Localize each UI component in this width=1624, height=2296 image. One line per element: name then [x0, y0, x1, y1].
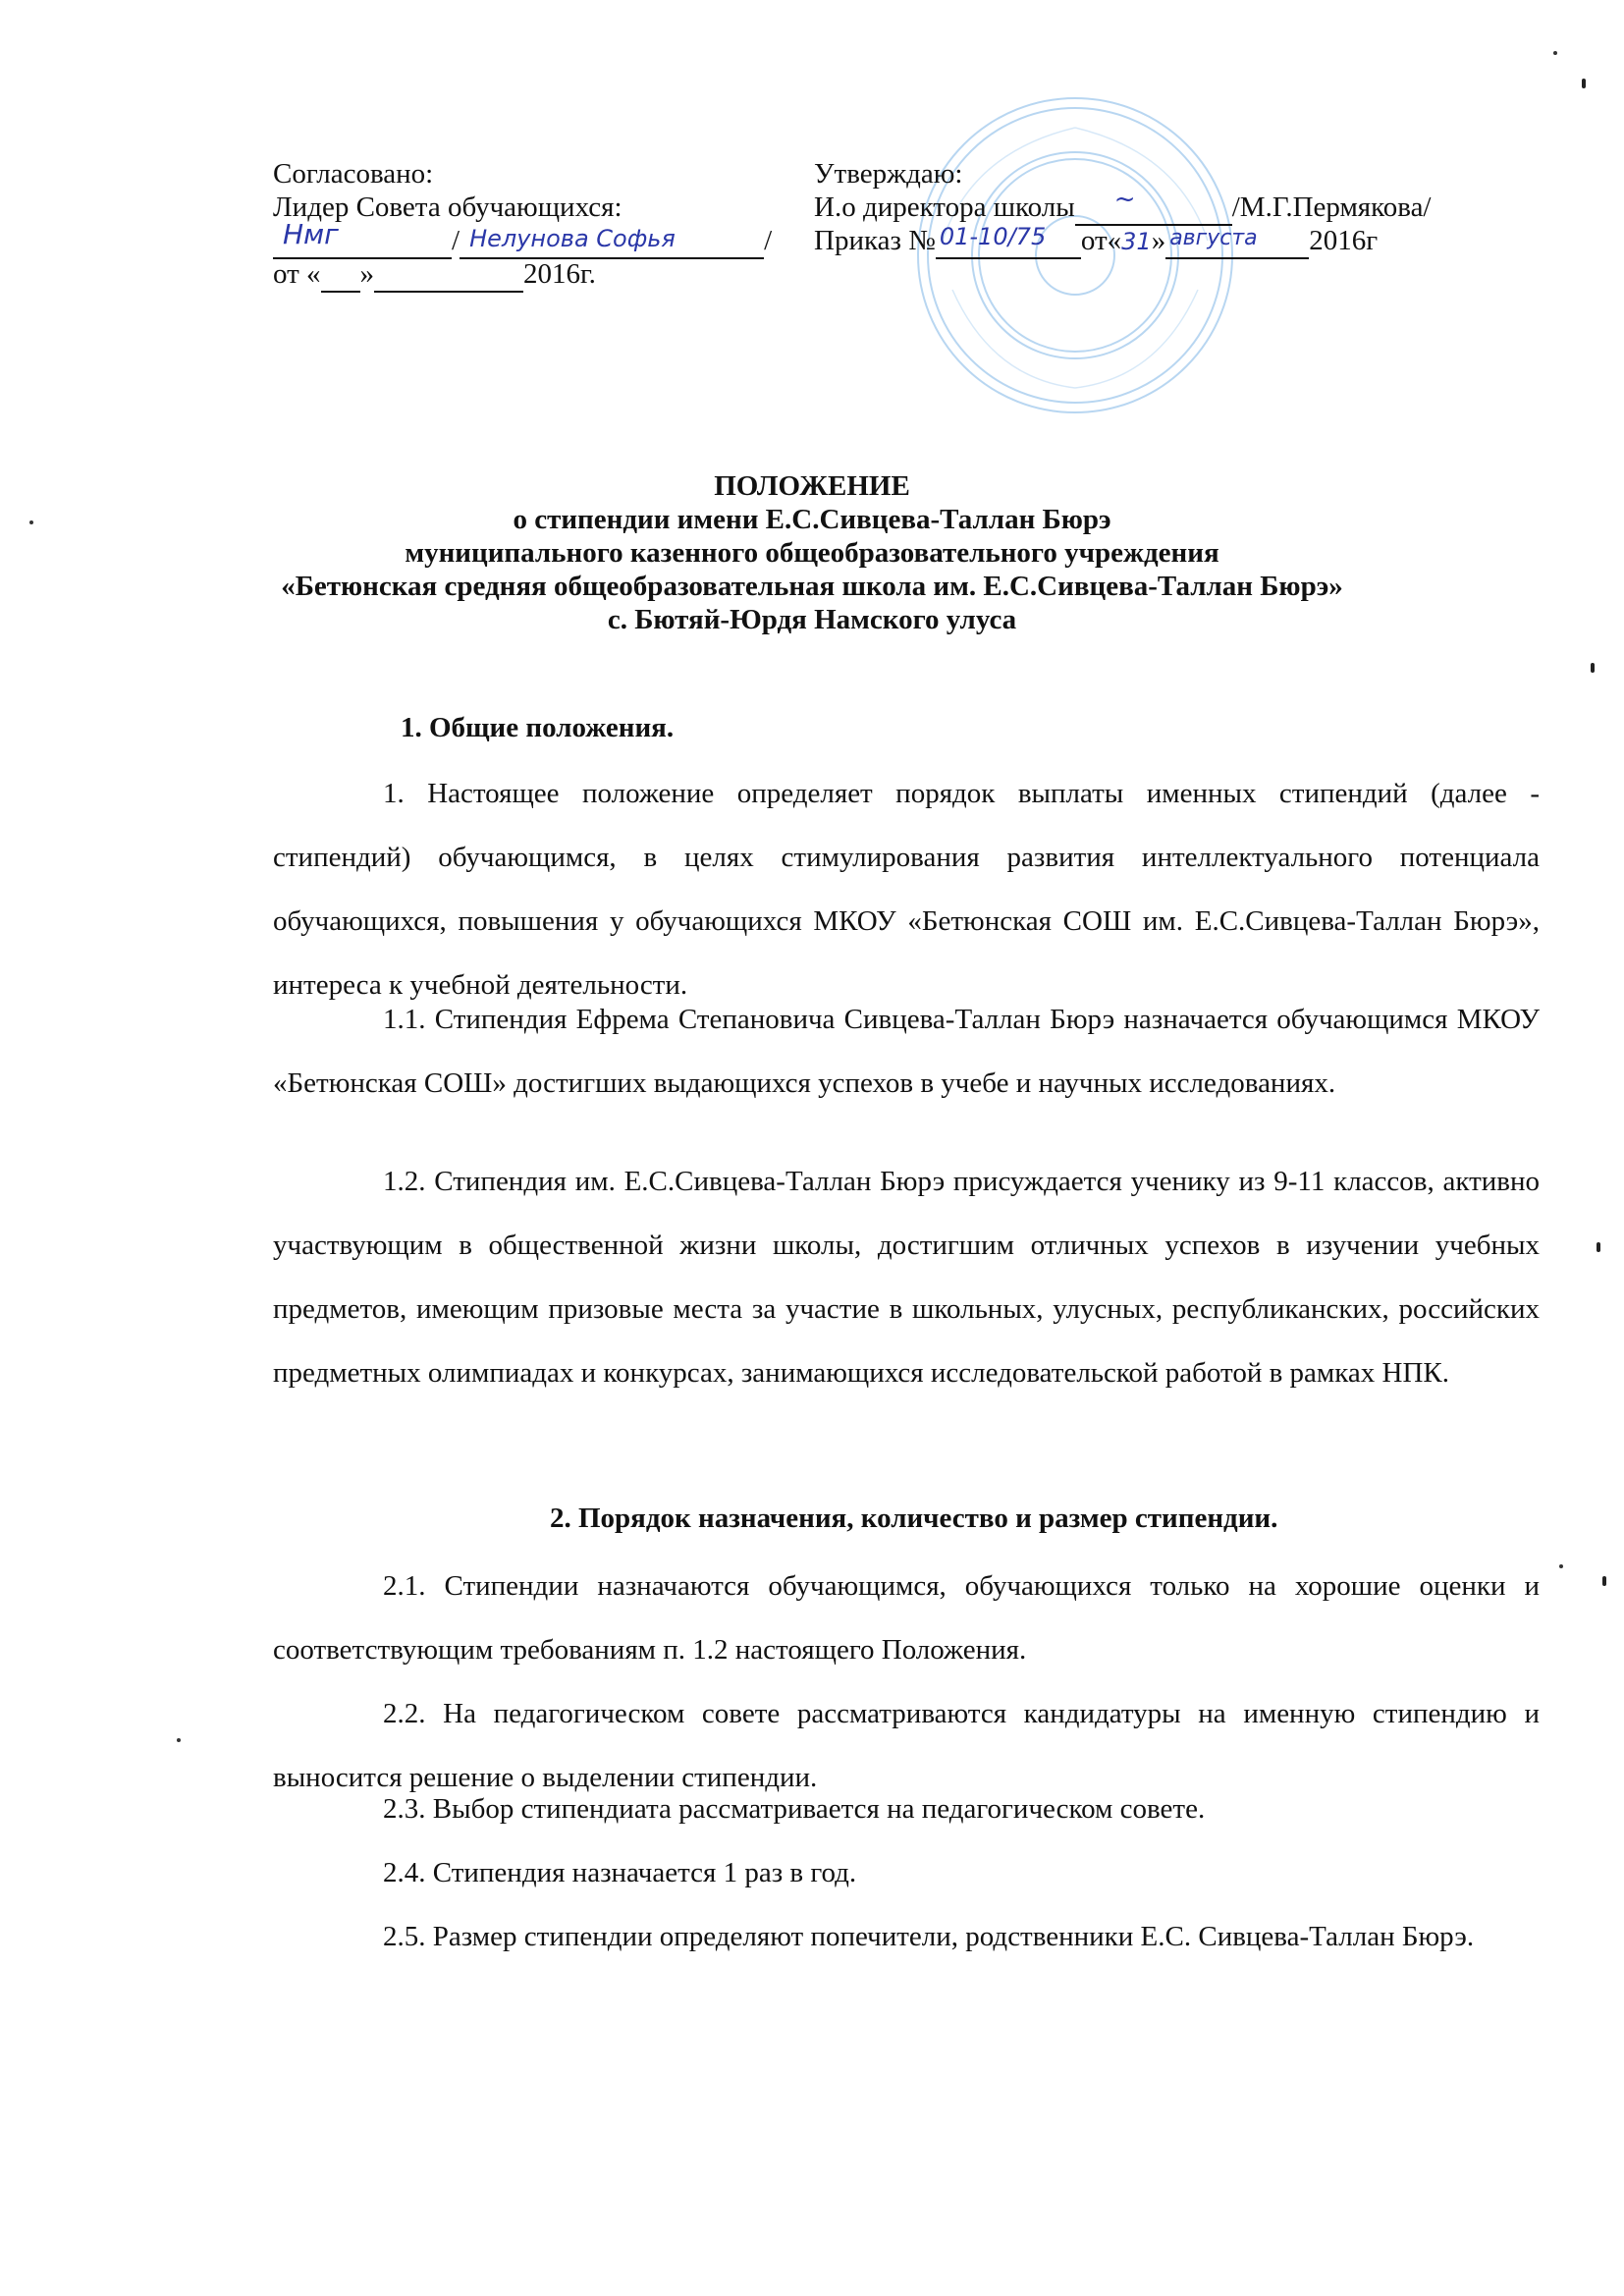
director-signature: ~ — [1113, 185, 1136, 214]
section-1-paragraph-3: 1.2. Стипендия им. Е.С.Сивцева-Таллан Бюрэ присуждается ученику из 9-11 классов, активно участвующим в общественной жизни школы, достигшим отличных успехов в изучении учебных предметов, имеющим призовые места за участие в школьных, улусных, республиканских, российских предметных олимпиадах и конкурсах, занимающихся исследовательской работой в рамках НПК. — [273, 1166, 1540, 1389]
section-2-paragraph-1: 2.1. Стипендии назначаются обучающимся, обучающихся только на хорошие оценки и соответствующим требованиям п. 1.2 настоящего Положения. — [273, 1570, 1540, 1666]
section-1-paragraph-1: 1. Настоящее положение определяет порядок выплаты именных стипендий (далее - стипендий) обучающимся, в целях стимулирования развития интеллектуального потенциала обучающихся, повышения у обучающихся МКОУ «Бетюнская СОШ им. Е.С.Сивцева-Таллан Бюрэ», интереса к учебной деятельности. — [273, 778, 1540, 1001]
approval-left-date — [273, 257, 596, 293]
order-prefix: Приказ № — [814, 225, 936, 256]
scan-dot — [177, 1738, 181, 1742]
date-year: 2016г. — [523, 258, 596, 290]
date-prefix: от « — [273, 258, 321, 290]
director-name: /М.Г.Пермякова/ — [1231, 191, 1432, 223]
order-number: 01-10/75 — [939, 223, 1047, 250]
scan-dot — [29, 520, 33, 524]
handwritten-signature: Нмг — [283, 218, 339, 250]
scan-speck — [1602, 1576, 1606, 1586]
order-date-prefix: от« — [1080, 225, 1122, 256]
approval-left-role: Лидер Совета обучающихся: — [273, 191, 623, 223]
scan-speck — [1597, 1242, 1600, 1252]
section-2-paragraph-5: 2.5. Размер стипендии определяют попечители, родственники Е.С. Сивцева-Таллан Бюрэ. — [383, 1921, 1475, 1952]
order-month-field — [1165, 224, 1309, 259]
director-role: И.о директора школы — [814, 191, 1075, 223]
scan-dot — [1553, 51, 1557, 55]
section-2-heading: 2. Порядок назначения, количество и размер стипендии. — [550, 1503, 1278, 1534]
approval-right-order-line — [814, 224, 1378, 259]
order-date-mid: » — [1151, 225, 1166, 256]
date-day-blank — [321, 257, 360, 293]
section-1-paragraph-2: 1.1. Стипендия Ефрема Степановича Сивцева-Таллан Бюрэ назначается обучающимся МКОУ «Бетюнская СОШ» достигших выдающихся успехов в учебе и научных исследованиях. — [273, 1004, 1540, 1099]
section-2-paragraph-3: 2.3. Выбор стипендиата рассматривается на педагогическом совете. — [383, 1793, 1206, 1825]
signature-field — [273, 218, 452, 259]
signature-name-field — [460, 224, 764, 259]
order-date-day: 31 — [1121, 228, 1152, 255]
scan-speck — [1582, 79, 1586, 88]
approval-right-label: Утверждаю: — [814, 158, 963, 190]
director-signature-field — [1075, 185, 1232, 226]
doc-subtitle-2: муниципального казенного общеобразовательного учреждения — [405, 537, 1219, 569]
date-month-blank — [374, 257, 523, 293]
approval-left-signature-line: Нмг / Нелунова Софья / — [273, 224, 772, 259]
scan-dot — [1559, 1564, 1563, 1568]
approval-right-role-line — [814, 185, 1432, 226]
section-2-paragraph-2: 2.2. На педагогическом совете рассматриваются кандидатуры на именную стипендию и выносится решение о выделении стипендии. — [273, 1698, 1540, 1793]
order-month: августа — [1169, 226, 1258, 250]
order-number-field — [936, 224, 1081, 259]
date-suffix: » — [359, 258, 375, 290]
doc-subtitle-3: «Бетюнская средняя общеобразовательная школа им. Е.С.Сивцева-Таллан Бюрэ» — [281, 571, 1343, 602]
handwritten-name: Нелунова Софья — [469, 225, 676, 252]
order-year: 2016г — [1309, 225, 1379, 256]
scan-speck — [1591, 663, 1595, 673]
approval-left-label: Согласовано: — [273, 158, 434, 190]
section-1-heading: 1. Общие положения. — [401, 712, 675, 743]
doc-subtitle-4: с. Бютяй-Юрдя Намского улуса — [607, 604, 1017, 635]
doc-subtitle-1: о стипендии имени Е.С.Сивцева-Таллан Бюрэ — [513, 504, 1111, 535]
doc-title: ПОЛОЖЕНИЕ — [714, 470, 910, 502]
section-2-paragraph-4: 2.4. Стипендия назначается 1 раз в год. — [383, 1857, 857, 1888]
